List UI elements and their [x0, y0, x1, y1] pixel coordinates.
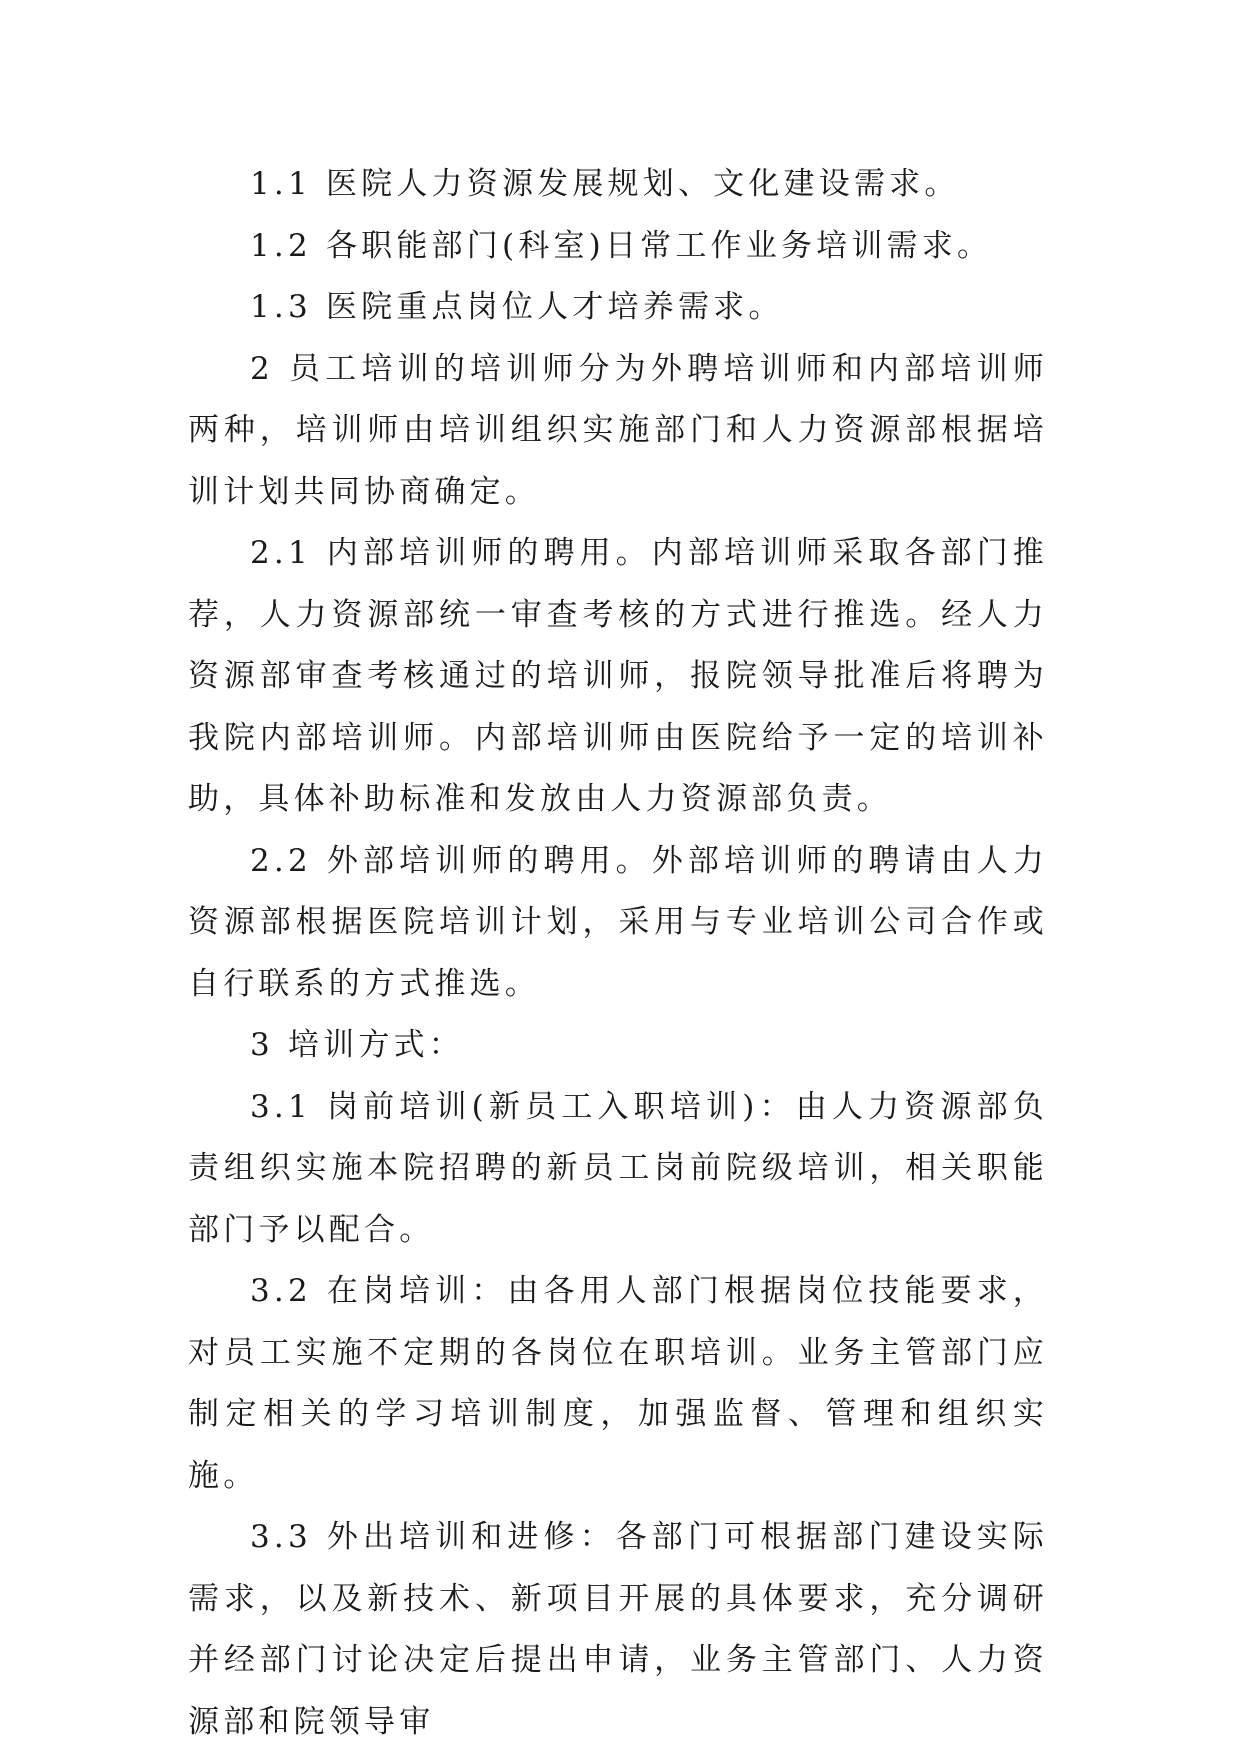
paragraph-1-2: 1.2 各职能部门(科室)日常工作业务培训需求。 — [250, 227, 993, 264]
paragraph-3-1: 3.1 岗前培训(新员工入职培训)：由人力资源部负责组织实施本院招聘的新员工岗前院级培训，相关职能部门予以配合。 — [188, 1088, 1048, 1248]
paragraph-3-2: 3.2 在岗培训：由各用人部门根据岗位技能要求，对员工实施不定期的各岗位在职培训。业务主管部门应制定相关的学习培训制度，加强监督、管理和组织实施。 — [188, 1273, 1048, 1494]
document-body — [188, 154, 1048, 1753]
paragraph-2: 2 员工培训的培训师分为外聘培训师和内部培训师两种，培训师由培训组织实施部门和人力资源部根据培训计划共同协商确定。 — [188, 350, 1048, 510]
paragraph-1-3: 1.3 医院重点岗位人才培养需求。 — [250, 289, 784, 325]
paragraph-2-1: 2.1 内部培训师的聘用。内部培训师采取各部门推荐，人力资源部统一审查考核的方式进行推选。经人力资源部审查考核通过的培训师，报院领导批准后将聘为我院内部培训师。内部培训师由医院给予一定的培训补助，具体补助标准和发放由人力资源部负责。 — [188, 535, 1048, 817]
paragraph-1-1: 1.1 医院人力资源发展规划、文化建设需求。 — [250, 166, 960, 202]
paragraph-2-2: 2.2 外部培训师的聘用。外部培训师的聘请由人力资源部根据医院培训计划，采用与专业培训公司合作或自行联系的方式推选。 — [188, 842, 1048, 1002]
paragraph-3: 3 培训方式： — [250, 1027, 464, 1063]
paragraph-3-3: 3.3 外出培训和进修：各部门可根据部门建设实际需求，以及新技术、新项目开展的具体要求，充分调研并经部门讨论决定后提出申请，业务主管部门、人力资源部和院领导审 — [188, 1519, 1048, 1740]
